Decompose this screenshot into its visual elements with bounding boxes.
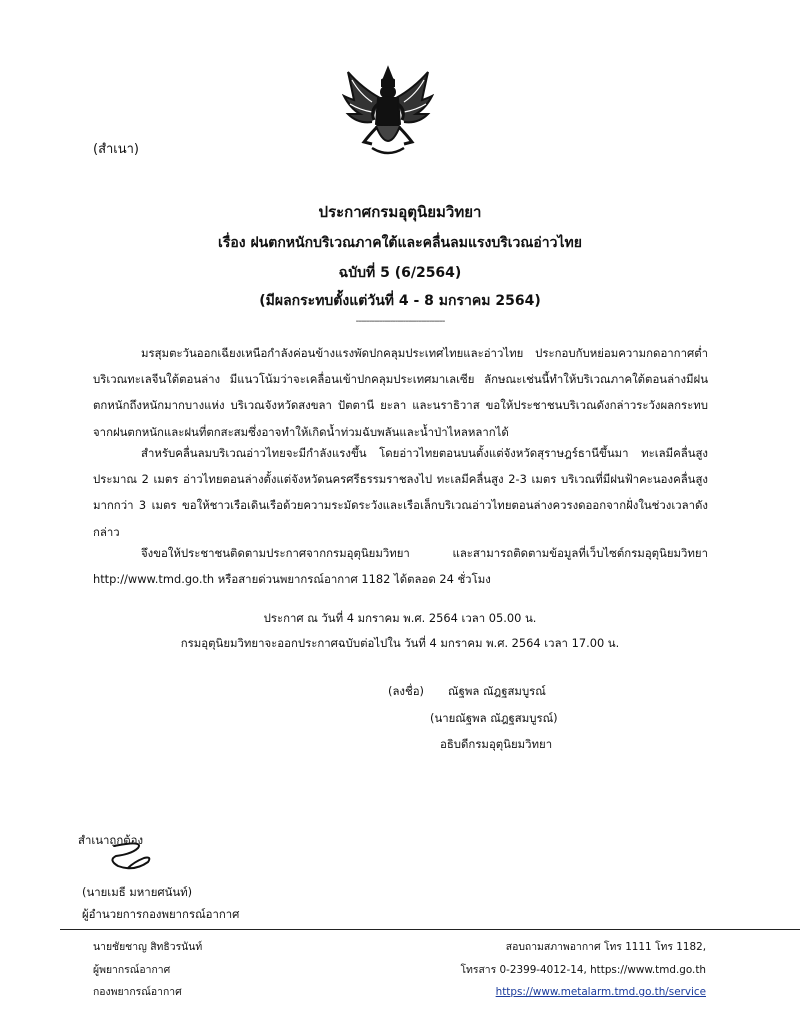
announcement-issue-number: ฉบับที่ 5 (6/2564) (338, 265, 462, 281)
announcement-effective-dates: (มีผลกระทบตั้งแต่วันที่ 4 - 8 มกราคม 2564) (259, 293, 541, 309)
certifier-name: (นายเมธี มหายศนันท์) (82, 885, 193, 899)
body-paragraph-rain: มรสุมตะวันออกเฉียงเหนือกำลังค่อนข้างแรงพัดปกคลุมประเทศไทยและอ่าวไทย ประกอบกับหย่อมความกดอากาศต่ำบริเวณทะเลจีนใต้ตอนล่าง มีแนวโน้มว่าจะเคลื่อนเข้าปกคลุมประเทศมาเลเซีย ลักษณะเช่นนี้ทำให้บริเวณภาคใต้ตอนล่างมีฝนตกหนักถึงหนักมากบางแห่ง บริเวณจังหวัดสงขลา ปัตตานี ยะลา และนราธิวาส ขอให้ประชาชนบริเวณดังกล่าวระวังผลกระทบจากฝนตกหนักและฝนที่ตกสะสมซึ่งอาจทำให้เกิดน้ำท่วมฉับพลันและน้ำป่าไหลหลากได้ (93, 346, 708, 439)
forecaster-name: นายชัยชาญ สิทธิวรนันท์ (93, 941, 203, 953)
issued-date: ประกาศ ณ วันที่ 4 มกราคม พ.ศ. 2564 เวลา 05.00 น. (263, 611, 537, 625)
announcement-subject: เรื่อง ฝนตกหนักบริเวณภาคใต้และคลื่นลมแรงบริเวณอ่าวไทย (218, 235, 582, 251)
forecaster-division: กองพยากรณ์อากาศ (93, 986, 182, 998)
certifier-title: ผู้อำนวยการกองพยากรณ์อากาศ (82, 907, 240, 921)
footer-contact (460, 936, 706, 1004)
body-paragraph-contact: จึงขอให้ประชาชนติดตามประกาศจากกรมอุตุนิยมวิทยา และสามารถติดตามข้อมูลที่เว็บไซต์กรมอุตุนิยมวิทยา http://www.tmd.go.th หรือสายด่วนพยากรณ์อากาศ 1182 ได้ตลอด 24 ชั่วโมง (93, 546, 708, 587)
issued-block (0, 606, 800, 656)
signatory-full-name: (นายณัฐพล ณัฎฐสมบูรณ์) (430, 711, 558, 725)
copy-label: (สำเนา) (93, 142, 140, 157)
footer-divider (60, 929, 800, 930)
signature-prefix: (ลงชื่อ) (388, 684, 425, 698)
contact-phone: สอบถามสภาพอากาศ โทร 1111 โทร 1182, (505, 941, 706, 953)
next-issue-date: กรมอุตุนิยมวิทยาจะออกประกาศฉบับต่อไปใน วันที่ 4 มกราคม พ.ศ. 2564 เวลา 17.00 น. (180, 636, 620, 650)
footer-forecaster (93, 936, 202, 1004)
body-paragraph-waves: สำหรับคลื่นลมบริเวณอ่าวไทยจะมีกำลังแรงขึ้น โดยอ่าวไทยตอนบนตั้งแต่จังหวัดสุราษฎร์ธานีขึ้นมา ทะเลมีคลื่นสูงประมาณ 2 เมตร อ่าวไทยตอนล่างตั้งแต่จังหวัดนครศรีธรรมราชลงไป ทะเลมีคลื่นสูง 2-3 เมตร บริเวณที่มีฝนฟ้าคะนองคลื่นสูงมากกว่า 3 เมตร ขอให้ชาวเรือเดินเรือด้วยความระมัดระวังและเรือเล็กบริเวณอ่าวไทยตอนล่างควรงดออกจากฝั่งในช่วงเวลาดังกล่าว (93, 446, 708, 539)
signatory-name: ณัฐพล ณัฎฐสมบูรณ์ (448, 684, 546, 698)
title-divider: ---------------------------------- (355, 316, 445, 327)
metalarm-link[interactable]: https://www.metalarm.tmd.go.th/service (495, 986, 706, 998)
garuda-emblem-icon (342, 64, 434, 160)
announcement-title: ประกาศกรมอุตุนิยมวิทยา (318, 203, 482, 221)
certified-copy-label: สำเนาถูกต้อง (78, 833, 144, 847)
signature-mark (104, 838, 154, 876)
signature-line (388, 683, 546, 701)
forecaster-role: ผู้พยากรณ์อากาศ (93, 963, 171, 976)
signatory-position: อธิบดีกรมอุตุนิยมวิทยา (440, 737, 553, 751)
contact-fax-website: โทรสาร 0-2399-4012-14, https://www.tmd.go.th (460, 963, 706, 976)
